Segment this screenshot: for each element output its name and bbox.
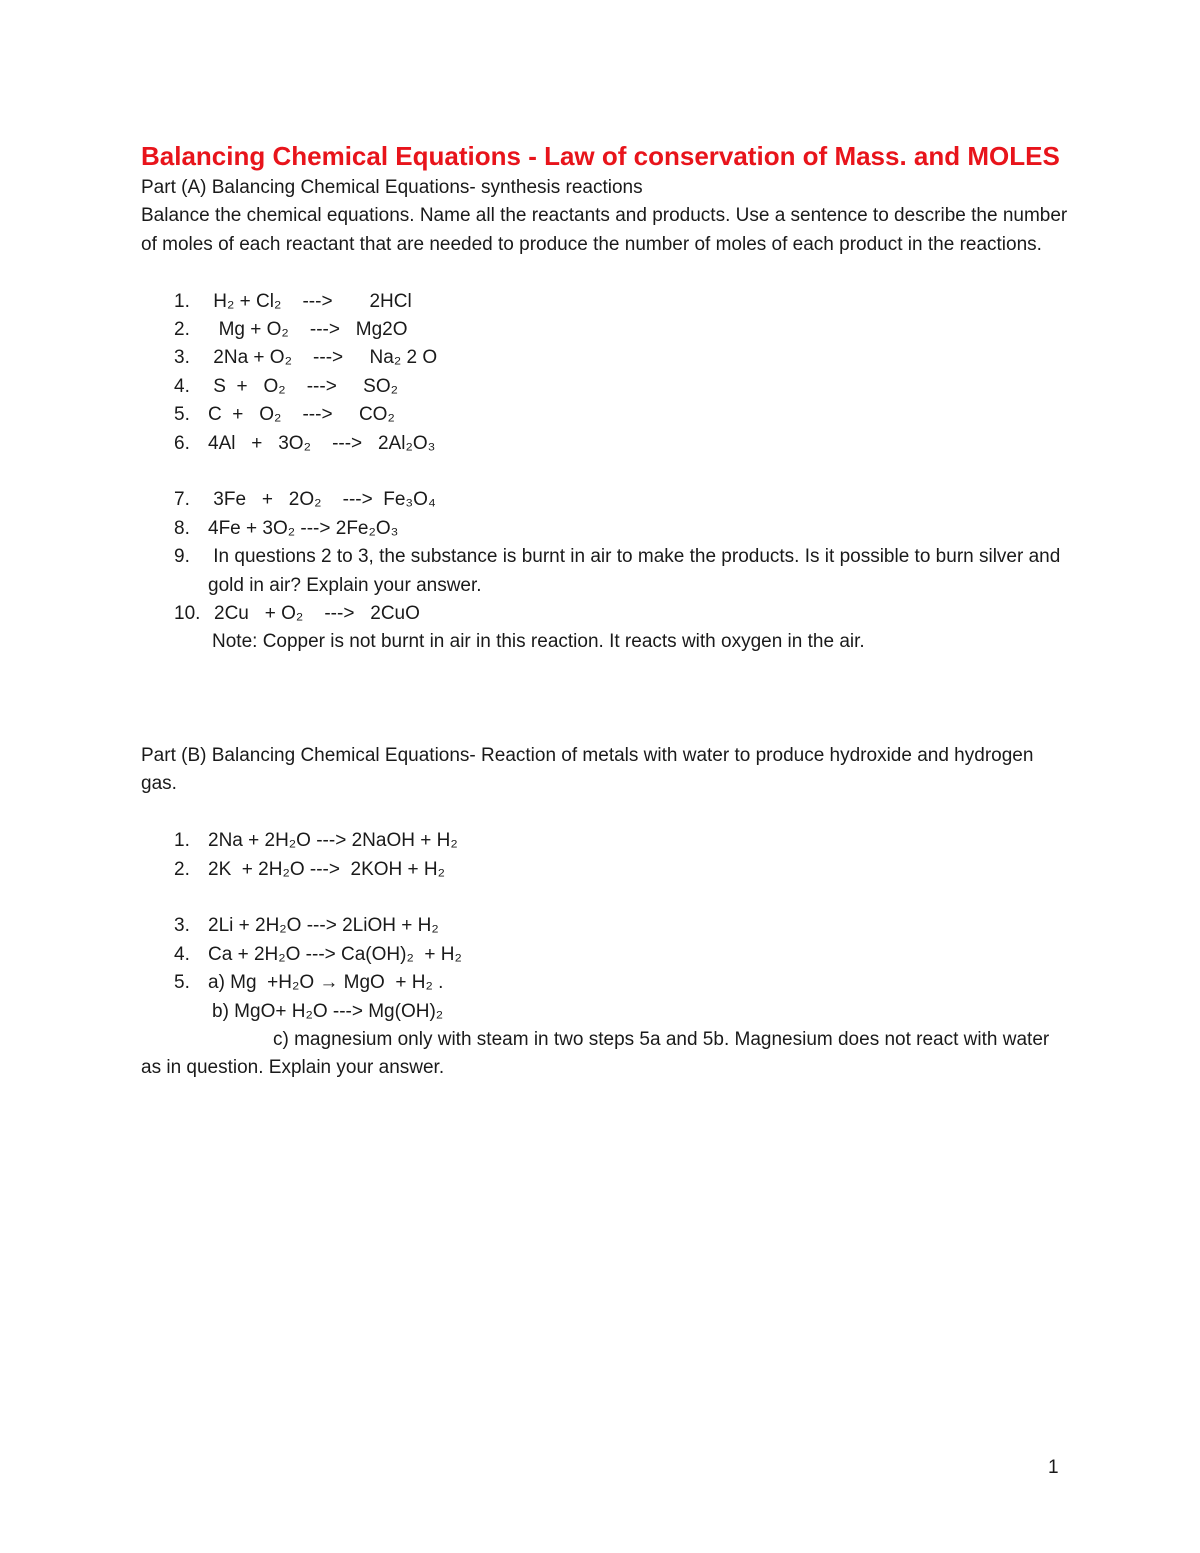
list-item [141, 316, 1071, 344]
item-number: 7. [174, 489, 190, 511]
item-text: 2Li + 2H₂O ---> 2LiOH + H₂ [208, 915, 439, 937]
item-5c-text [141, 1026, 1071, 1083]
part-b-list [141, 827, 1071, 997]
item-number: 1. [174, 290, 190, 312]
list-item [141, 288, 1071, 316]
item-text: 4Al + 3O₂ ---> 2Al₂O₃ [208, 432, 436, 454]
item-number: 4. [174, 375, 190, 397]
list-spacer [141, 458, 1071, 486]
page-number: 1 [1048, 1457, 1059, 1478]
item-text: C + O₂ ---> CO₂ [208, 404, 395, 426]
item-number: 6. [174, 432, 190, 454]
list-item [141, 373, 1071, 401]
list-spacer [141, 884, 1071, 912]
item-text: a) Mg +H₂O → MgO + H₂ . [208, 972, 444, 994]
list-item [141, 430, 1071, 458]
item-text: In questions 2 to 3, the substance is burnt in air to make the products. Is it possible to burn silver and gold in air? Explain your answer. [208, 546, 1066, 596]
part-a-heading: Part (A) Balancing Chemical Equations- synthesis reactions [141, 177, 643, 198]
item-number: 10. [174, 603, 201, 625]
item-text: 2Na + 2H₂O ---> 2NaOH + H₂ [208, 830, 458, 852]
item-text: 2Na + O₂ ---> Na₂ 2 O [208, 347, 438, 369]
list-item [141, 543, 1071, 600]
list-item [141, 486, 1071, 514]
item-text: 3Fe + 2O₂ ---> Fe₃O₄ [208, 489, 436, 511]
item-text: Ca + 2H₂O ---> Ca(OH)₂ + H₂ [208, 943, 462, 965]
part-a-instructions: Balance the chemical equations. Name all the reactants and products. Use a sentence to describe the number of moles of each reactant that are needed to produce the number of moles of each product in the reactions. [141, 205, 1068, 255]
item-number: 2. [174, 319, 190, 341]
list-item [141, 401, 1071, 429]
document-title: Balancing Chemical Equations - Law of conservation of Mass. and MOLES [141, 141, 1060, 171]
item-text: Mg + O₂ ---> Mg2O [208, 319, 408, 341]
item-text: H₂ + Cl₂ ---> 2HCl [208, 290, 412, 312]
copper-note: Note: Copper is not burnt in air in this reaction. It reacts with oxygen in the air. [212, 631, 865, 653]
list-item [141, 912, 1071, 940]
item-number: 5. [174, 972, 190, 994]
list-item [141, 827, 1071, 855]
part-b-heading: Part (B) Balancing Chemical Equations- Reaction of metals with water to produce hydroxide and hydrogen gas. [141, 745, 1034, 795]
item-text: 2K + 2H₂O ---> 2KOH + H₂ [208, 858, 446, 880]
item-number: 8. [174, 517, 190, 539]
item-number: 1. [174, 830, 190, 852]
item-number: 3. [174, 347, 190, 369]
list-item [141, 344, 1071, 372]
list-item [141, 969, 1071, 997]
item-5b-text: b) MgO+ H₂O ---> Mg(OH)₂ [212, 1000, 444, 1022]
item-number: 3. [174, 915, 190, 937]
list-item [141, 600, 1071, 628]
item-5c-content: c) magnesium only with steam in two steps 5a and 5b. Magnesium does not react with water as in question. Explain your answer. [141, 1029, 1050, 1079]
part-a-list [141, 288, 1071, 629]
item-text: S + O₂ ---> SO₂ [208, 375, 399, 397]
item-number: 4. [174, 943, 190, 965]
document-page [141, 138, 1071, 1083]
item-text: 4Fe + 3O₂ ---> 2Fe₂O₃ [208, 517, 399, 539]
item-number: 9. [174, 546, 190, 568]
item-text: 2Cu + O₂ ---> 2CuO [214, 603, 420, 625]
list-item [141, 856, 1071, 884]
item-number: 2. [174, 858, 190, 880]
list-item [141, 515, 1071, 543]
list-item [141, 941, 1071, 969]
item-number: 5. [174, 404, 190, 426]
